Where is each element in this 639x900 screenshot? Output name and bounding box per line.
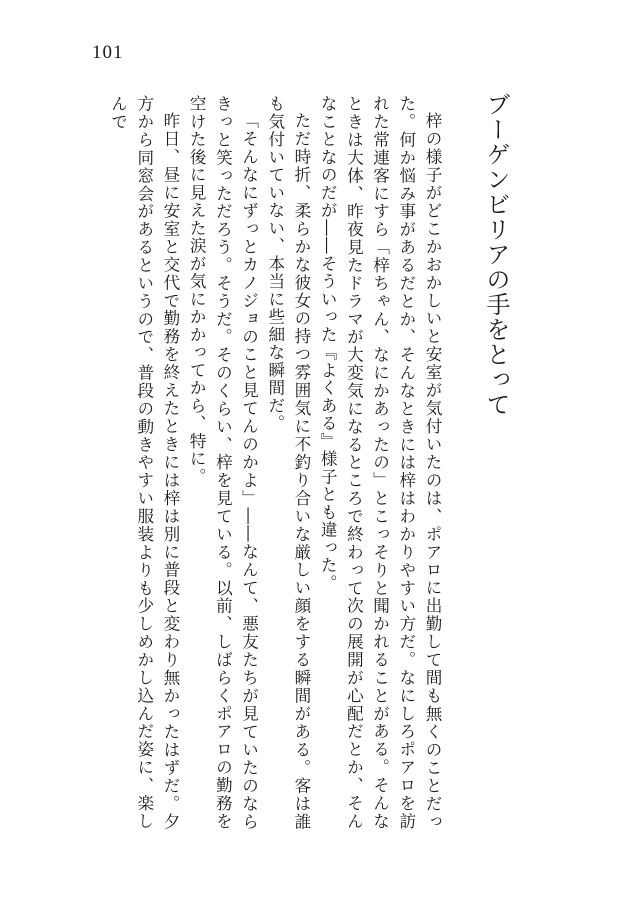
paragraph: 昨日、昼に安室と交代で勤務を終えたときには梓は別に普段と変わり無かったはずだ。夕方から同窓会があるというので、普段の動きやすい服装よりも少しめかし込んだ姿に、楽しんで xyxy=(108,95,180,830)
body-text xyxy=(65,95,445,830)
page-number: 101 xyxy=(92,42,124,63)
paragraph: 梓の様子がどこかおかしいと安室が気付いたのは、ポアロに出勤して間も無くのことだった。何か悩み事があるだとか、そんなときには梓はわかりやすい方だ。なにしろポアロを訪れた常連客にすら「梓ちゃん、なにかあったの」とこっそりと聞かれることがある。そんなときは大体、昨夜見たドラマが大変気になるところで終わって次の展開が心配だとか、そんなことなのだが――そういった『よくある』様子とも違った。 xyxy=(318,95,442,830)
paragraph: 「そんなにずっとカノジョのこと見てんのかよ」――なんて、悪友たちが見ていたのならきっと笑っただろう。そうだ。そのくらい、梓を見ている。以前、しばらくポアロの勤務を空けた後に見えた涙が気にかかってから、特に。 xyxy=(187,95,259,830)
paragraph: ただ時折、柔らかな彼女の持つ雰囲気に不釣り合いな厳しい顔をする瞬間がある。客は誰も気付いていない、本当に些細な瞬間だ。 xyxy=(265,95,311,830)
chapter-title: ブーゲンビリアの手をとって xyxy=(482,92,510,417)
